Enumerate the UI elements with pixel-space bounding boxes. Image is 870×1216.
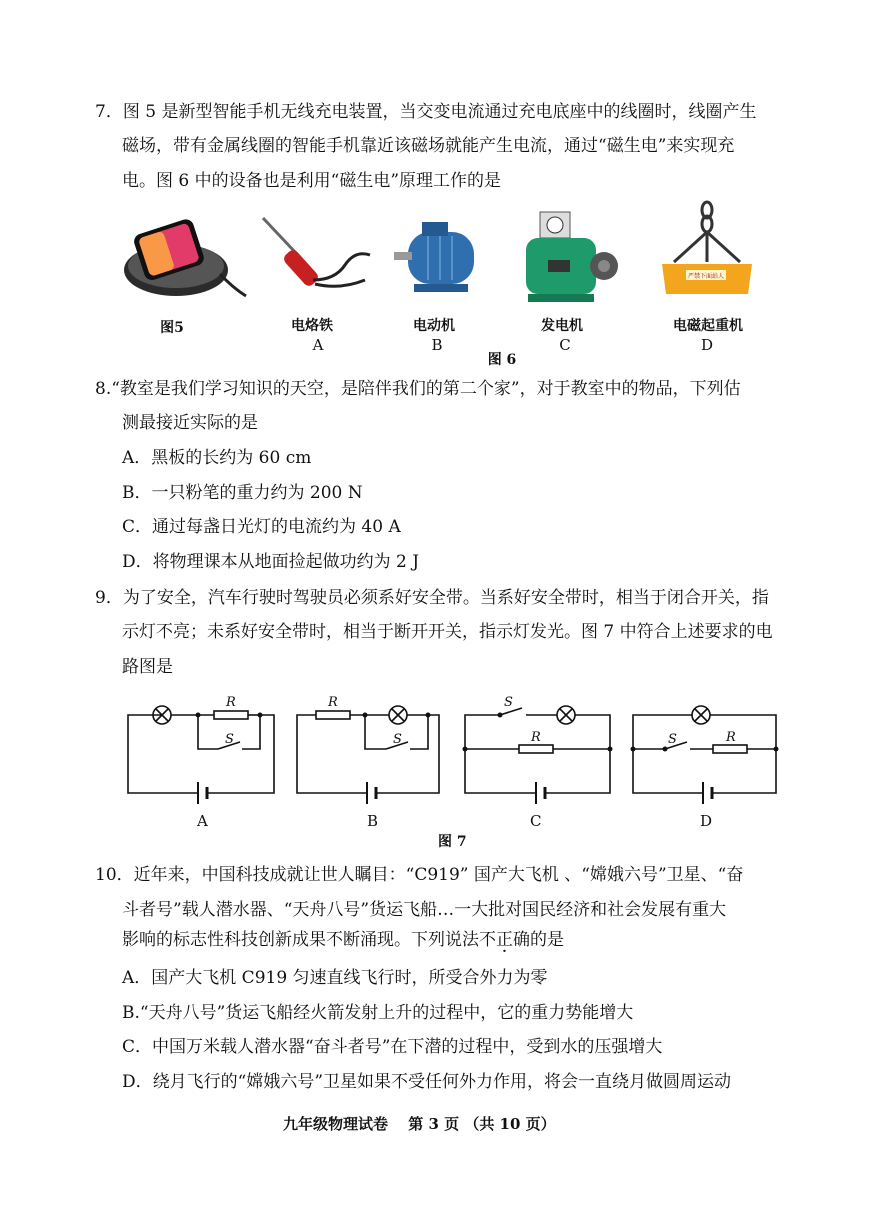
option-c-name: 发电机 (541, 318, 583, 334)
q9-line-2: 示灯不亮；未系好安全带时，相当于断开开关，指示灯发光。图 7 中符合上述要求的电 (122, 622, 773, 642)
q9-line-1: 9．为了安全，汽车行驶时驾驶员必须系好安全带。当系好安全带时，相当于闭合开关，指 (95, 588, 769, 608)
circuit-b-resistor-label: R (328, 695, 338, 710)
circuit-a-resistor-label: R (226, 695, 236, 710)
q10-option-a: A．国产大飞机 C919 匀速直线飞行时，所受合外力为零 (122, 968, 548, 988)
q10-line-3-post: 的是 (530, 930, 564, 950)
circuit-b-switch-label: S (393, 732, 402, 747)
fig6-caption: 图 6 (487, 352, 517, 368)
circuit-c-letter: C (530, 812, 542, 830)
crane-warning-sign: 严禁下面站人 (687, 273, 725, 280)
q10-line-3-pre: 影响的标志性科技创新成果不断涌现。下列说法 (122, 930, 479, 950)
option-b-name: 电动机 (413, 318, 455, 334)
q8-option-c: C．通过每盏日光灯的电流约为 40 A (122, 517, 401, 537)
circuit-d (633, 706, 776, 804)
option-a-name: 电烙铁 (291, 318, 333, 334)
q10-line-3 (122, 928, 564, 952)
circuit-c-switch-label: S (504, 695, 513, 710)
circuit-a-letter: A (197, 812, 208, 830)
circuit-a-switch-label: S (225, 732, 234, 747)
fig7-caption: 图 7 (438, 834, 467, 850)
fig5-caption: 图5 (160, 320, 184, 336)
q10-line-2: 斗者号”载人潜水器、“天舟八号”货运飞船…一大批对国民经济和社会发展有重大 (122, 900, 727, 920)
option-b-letter: B (431, 336, 443, 354)
circuit-d-letter: D (700, 812, 713, 830)
option-d-letter: D (700, 336, 714, 354)
circuit-c (465, 706, 610, 804)
circuit-d-resistor-label: R (726, 730, 736, 745)
circuit-d-switch-label: S (668, 732, 677, 747)
q10-emphasis-not-correct: 不正确 (479, 930, 530, 950)
option-c-letter: C (559, 336, 571, 354)
circuit-a (128, 706, 274, 804)
q8-line-1: 8.“教室是我们学习知识的天空，是陪伴我们的第二个家”，对于教室中的物品，下列估 (95, 379, 741, 399)
option-a-letter: A (312, 336, 324, 354)
circuit-c-resistor-label: R (531, 730, 541, 745)
q10-option-c: C．中国万米载人潜水器“奋斗者号”在下潜的过程中，受到水的压强增大 (122, 1037, 663, 1057)
q8-line-2: 测最接近实际的是 (122, 413, 258, 433)
page-footer: 九年级物理试卷 第 3 页 （共 10 页） (283, 1115, 556, 1133)
q10-option-d: D．绕月飞行的“嫦娥六号”卫星如果不受任何外力作用，将会一直绕月做圆周运动 (122, 1072, 732, 1092)
q7-line-3: 电。图 6 中的设备也是利用“磁生电”原理工作的是 (122, 171, 502, 191)
q8-option-d: D．将物理课本从地面捡起做功约为 2 J (122, 552, 420, 572)
q8-option-a: A．黑板的长约为 60 cm (122, 448, 312, 468)
q10-option-b: B.“天舟八号”货运飞船经火箭发射上升的过程中，它的重力势能增大 (122, 1003, 634, 1023)
q8-option-b: B．一只粉笔的重力约为 200 N (122, 483, 363, 503)
q10-line-1: 10．近年来，中国科技成就让世人瞩目：“C919” 国产大飞机 、“嫦娥六号”卫星、“奋 (95, 865, 744, 885)
option-d-name: 电磁起重机 (673, 318, 743, 334)
circuit-b (297, 706, 439, 804)
q7-line-1: 7．图 5 是新型智能手机无线充电装置，当交变电流通过充电底座中的线圈时，线圈产生 (95, 102, 757, 122)
circuit-b-letter: B (367, 812, 379, 830)
q9-line-3: 路图是 (122, 657, 173, 677)
q7-line-2: 磁场，带有金属线圈的智能手机靠近该磁场就能产生电流，通过“磁生电”来实现充 (122, 136, 735, 156)
